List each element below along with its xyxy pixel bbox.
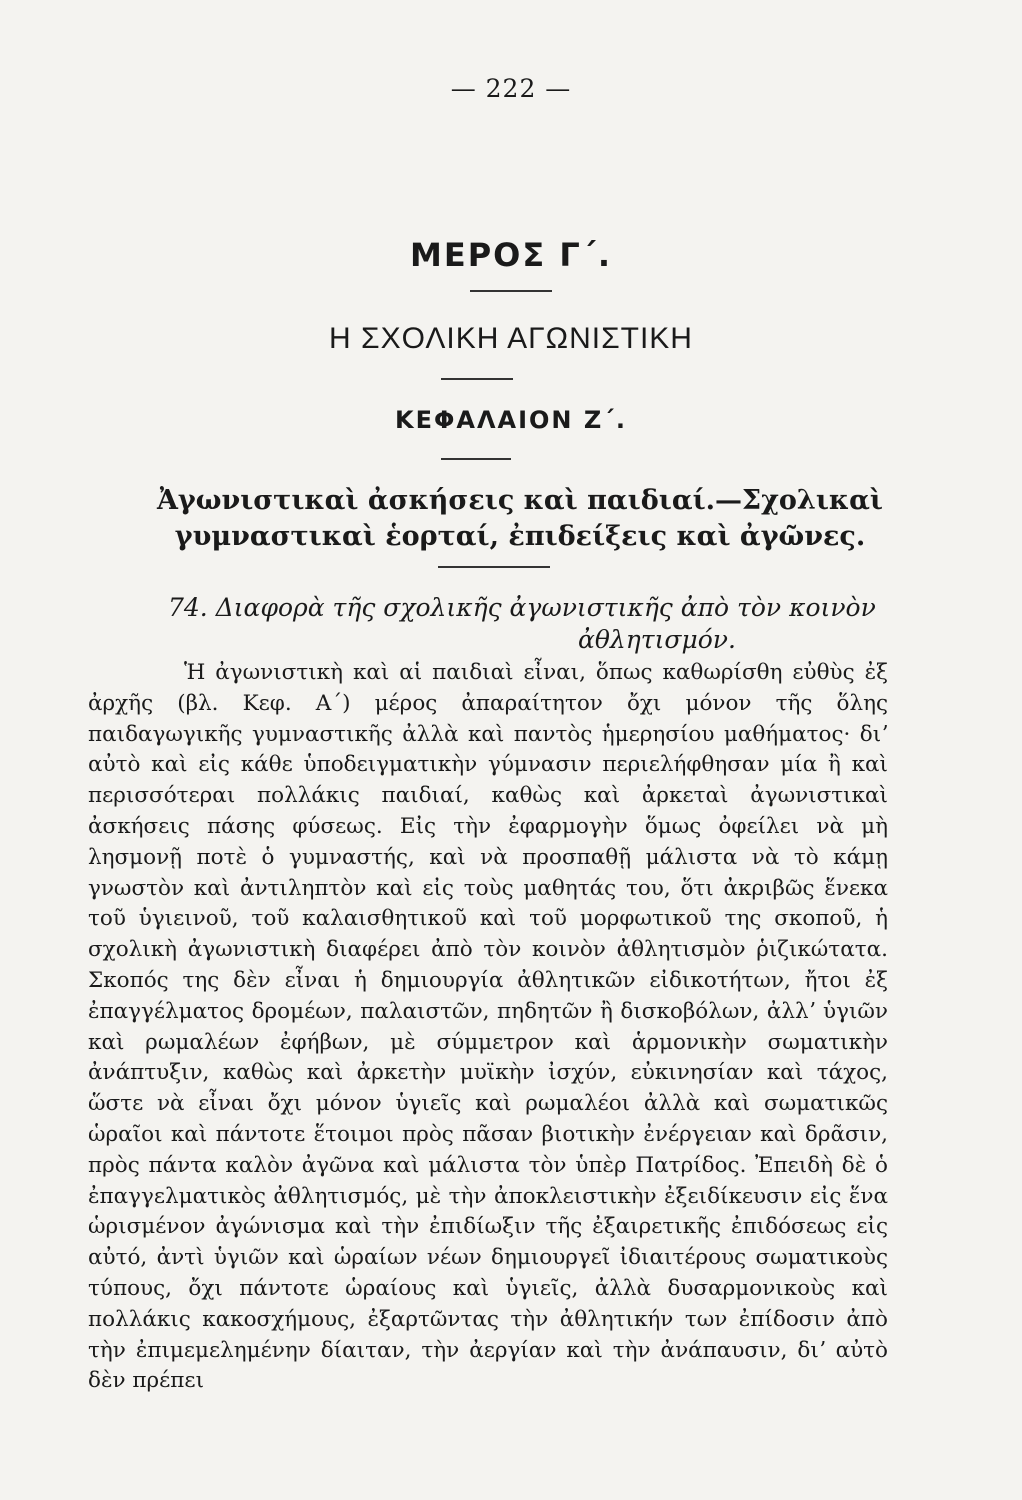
subheading-line-2: ἀθλητισμόν. (578, 625, 736, 654)
subheading-line-1: 74. Διαφορὰ τῆς σχολικῆς ἀγωνιστικῆς ἀπὸ τὸν κοινὸν (168, 593, 876, 622)
body-paragraph: Ἡ ἀγωνιστικὴ καὶ αἱ παιδιαὶ εἶναι, ὅπως καθωρίσθη εὐθὺς ἐξ ἀρχῆς (βλ. Κεφ. Α΄) μέρος ἀπαραίτητον ὄχι μόνον τῆς ὅλης παιδαγωγικῆς γυμναστικῆς ἀλλὰ καὶ παντὸς ἡμερησίου μαθήματος· διʼ αὐτὸ καὶ εἰς κάθε ὑποδειγματικὴν γύμνασιν περιελήφθησαν μία ἢ καὶ περισσότεραι πολλάκις παιδιαί, καθὼς καὶ ἀρκεταὶ ἀγωνιστικαὶ ἀσκήσεις πάσης φύσεως. Εἰς τὴν ἐφαρμογὴν ὅμως ὀφείλει νὰ μὴ λησμονῇ ποτὲ ὁ γυμναστής, καὶ νὰ προσπαθῇ μάλιστα νὰ τὸ κάμῃ γνωστὸν καὶ ἀντιληπτὸν καὶ εἰς τοὺς μαθητάς του, ὅτι ἀκριβῶς ἕνεκα τοῦ ὑγιεινοῦ, τοῦ καλαισθητικοῦ καὶ τοῦ μορφωτικοῦ της σκοποῦ, ἡ σχολικὴ ἀγωνιστικὴ διαφέρει ἀπὸ τὸν κοινὸν ἀθλητισμὸν ῥιζικώτατα. Σκοπός της δὲν εἶναι ἡ δημιουργία ἀθλητικῶν εἰδικοτήτων, ἤτοι ἐξ ἐπαγγέλματος δρομέων, παλαιστῶν, πηδητῶν ἢ δισκοβόλων, ἀλλʼ ὑγιῶν καὶ ρωμαλέων ἐφήβων, μὲ σύμμετρον καὶ ἁρμονικὴν σωματικὴν ἀνάπτυξιν, καθὼς καὶ ἀρκετὴν μυϊκὴν ἰσχύν, εὐκινησίαν καὶ τάχος, ὥστε νὰ εἶναι ὄχι μόνον ὑγιεῖς καὶ ρωμαλέοι ἀλλὰ καὶ σωματικῶς ὡραῖοι καὶ πάντοτε ἕτοιμοι πρὸς πᾶσαν βιοτικὴν ἐνέργειαν καὶ δρᾶσιν, πρὸς πάντα καλὸν ἀγῶνα καὶ μάλιστα τὸν ὑπὲρ Πατρίδος. Ἐπειδὴ δὲ ὁ ἐπαγγελματικὸς ἀθλητισμός, μὲ τὴν ἀποκλειστικὴν ἐξειδίκευσιν εἰς ἕνα ὡρισμένον ἀγώνισμα καὶ τὴν ἐπιδίωξιν τῆς ἐξαιρετικῆς ἐπιδόσεως εἰς αὐτό, ἀντὶ ὑγιῶν καὶ ὡραίων νέων δημιουργεῖ ἰδιαιτέρους σωματικοὺς τύπους, ὄχι πάντοτε ὡραίους καὶ ὑγιεῖς, ἀλλὰ δυσαρμονικοὺς καὶ πολλάκις κακοσχήμους, ἐξαρτῶντας τὴν ἀθλητικήν των ἐπίδοσιν ἀπὸ τὴν ἐπιμεμελημένην δίαιταν, τὴν ἀεργίαν καὶ τὴν ἀνάπαυσιν, διʼ αὐτὸ δὲν πρέπει (88, 660, 888, 1394)
chapter-heading: Ἀγωνιστικαὶ ἀσκήσεις καὶ παιδιαί.—Σχολικαὶ γυμναστικαὶ ἑορταί, ἐπιδείξεις καὶ ἀγῶνες. (156, 485, 883, 552)
part-title: ΜΕΡΟΣ Γ΄. (409, 236, 613, 274)
divider-rule (441, 458, 511, 460)
divider-rule (470, 290, 552, 292)
section-subheading (168, 592, 888, 656)
divider-rule (441, 378, 513, 380)
section-title: Η ΣΧΟΛΙΚΗ ΑΓΩΝΙΣΤΙΚΗ (329, 322, 693, 355)
page-number: — 222 — (450, 74, 572, 103)
chapter-title: ΚΕΦΑΛΑΙΟΝ Ζ΄. (394, 406, 627, 434)
divider-rule (438, 566, 550, 568)
